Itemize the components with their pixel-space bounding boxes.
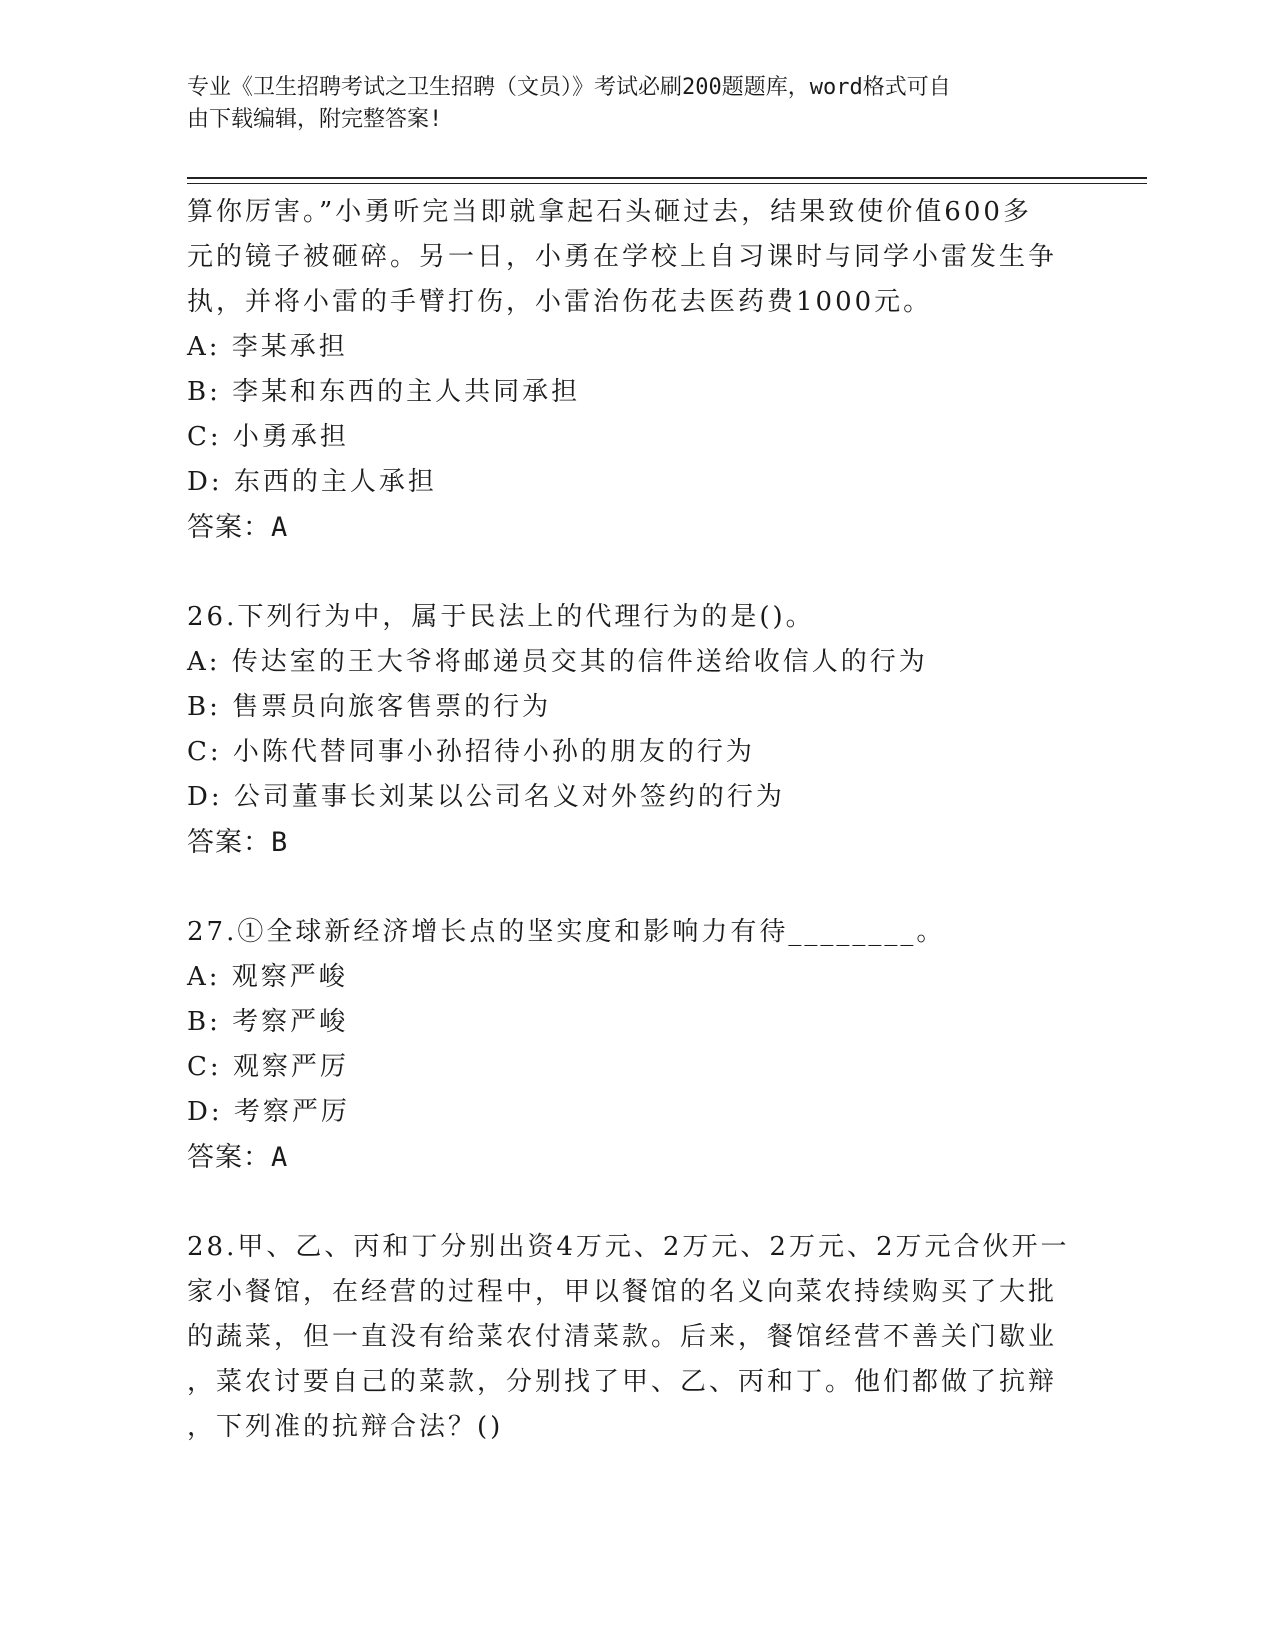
question-text-line: 28.甲、乙、丙和丁分别出资4万元、2万元、2万元、2万元合伙开一: [187, 1232, 1070, 1262]
header-rule-thin: [187, 183, 1147, 184]
question-text-line: ，下列准的抗辩合法？(): [187, 1412, 504, 1442]
page-content: [187, 190, 1087, 1450]
spacer: [187, 1180, 1087, 1225]
question-text-line: 27.①全球新经济增长点的坚实度和影响力有待________。: [187, 917, 946, 947]
question-26: [187, 595, 1087, 865]
option-a: A: 李某承担: [187, 332, 348, 362]
header-line-1: 专业《卫生招聘考试之卫生招聘（文员）》考试必刷200题题库，word格式可自: [187, 75, 951, 100]
option-c: C: 小勇承担: [187, 422, 349, 452]
question-28: [187, 1225, 1087, 1450]
header-line-2: 由下载编辑，附完整答案!: [187, 107, 443, 132]
answer: 答案：A: [187, 512, 289, 543]
spacer: [187, 550, 1087, 595]
question-text-line: ，菜农讨要自己的菜款，分别找了甲、乙、丙和丁。他们都做了抗辩: [187, 1367, 1058, 1397]
option-d: D: 东西的主人承担: [187, 467, 437, 497]
option-b: B: 李某和东西的主人共同承担: [187, 377, 581, 407]
question-text-line: 26.下列行为中，属于民法上的代理行为的是()。: [187, 602, 815, 632]
option-b: B: 考察严峻: [187, 1007, 349, 1037]
question-text-line: 家小餐馆，在经营的过程中，甲以餐馆的名义向菜农持续购买了大批: [187, 1277, 1058, 1307]
question-text-line: 的蔬菜，但一直没有给菜农付清菜款。后来，餐馆经营不善关门歇业: [187, 1322, 1058, 1352]
option-c: C: 小陈代替同事小孙招待小孙的朋友的行为: [187, 737, 755, 767]
question-27: [187, 910, 1087, 1180]
page-header: [187, 72, 1067, 136]
question-text-line: 元的镜子被砸碎。另一日，小勇在学校上自习课时与同学小雷发生争: [187, 242, 1058, 272]
question-25-continuation: [187, 190, 1087, 550]
option-d: D: 考察严厉: [187, 1097, 350, 1127]
answer: 答案：A: [187, 1142, 289, 1173]
option-d: D: 公司董事长刘某以公司名义对外签约的行为: [187, 782, 785, 812]
answer: 答案：B: [187, 827, 289, 858]
option-c: C: 观察严厉: [187, 1052, 349, 1082]
question-text-line: 执，并将小雷的手臂打伤，小雷治伤花去医药费1000元。: [187, 287, 933, 317]
question-text-line: 算你厉害。”小勇听完当即就拿起石头砸过去，结果致使价值600多: [187, 197, 1032, 227]
spacer: [187, 865, 1087, 910]
option-a: A: 传达室的王大爷将邮递员交其的信件送给收信人的行为: [187, 647, 928, 677]
option-a: A: 观察严峻: [187, 962, 348, 992]
option-b: B: 售票员向旅客售票的行为: [187, 692, 552, 722]
header-rule-thick: [187, 177, 1147, 179]
